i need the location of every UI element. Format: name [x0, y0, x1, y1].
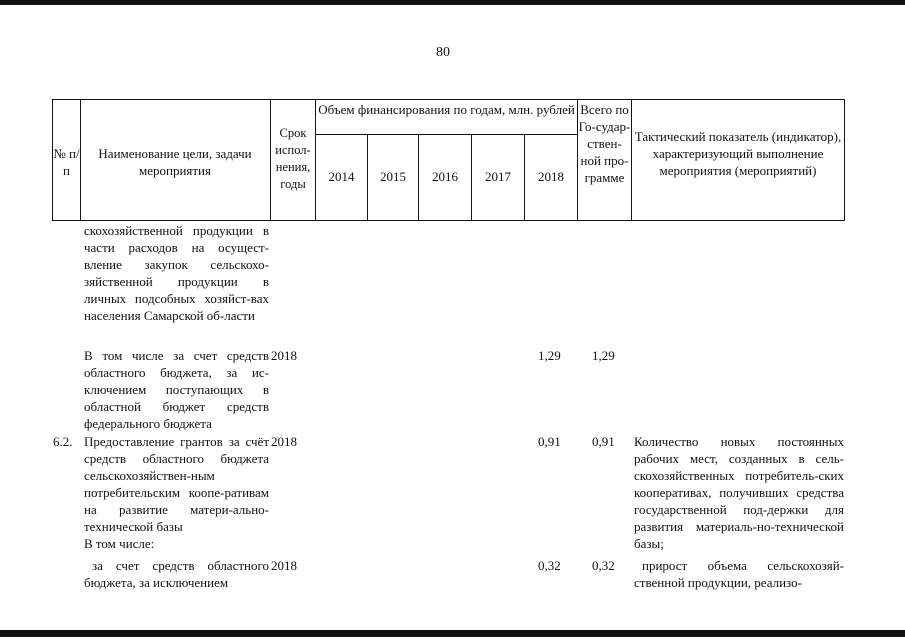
- top-border: [0, 0, 905, 5]
- header-bottom-line: [52, 220, 845, 221]
- row-2-name-extra: В том числе:: [84, 536, 155, 551]
- row-2-2018: 0,91: [538, 434, 561, 449]
- row-1-name: В том числе за счет средств областного бюджета, за ис-ключением поступающих в областной бюджет средств федерального бюджета: [84, 348, 269, 431]
- row-2-indicator: Количество новых постоянных рабочих мест, созданных в сель-скохозяйственных потребитель-ских кооперативах, получивших средства государственной под-держки для развития материаль-но-технической базы;: [634, 434, 844, 551]
- row-1-total: 1,29: [592, 348, 615, 363]
- row-2-name: Предоставление грантов за счёт средств областного бюджета сельскохозяйствен-ным потребительским коопе-ративам на развитие матери-ально-технической базы: [84, 434, 269, 534]
- col-line-11: [844, 99, 845, 221]
- header-year-2018: 2018: [538, 169, 564, 184]
- col-line-2: [80, 99, 81, 221]
- row-3-name: за счет средств областного бюджета, за исключением: [84, 558, 269, 590]
- bottom-border: [0, 630, 905, 637]
- header-name: Наименование цели, задачи мероприятия: [98, 146, 252, 178]
- header-indicator: Тактический показатель (индикатор), характеризующий выполнение мероприятия (мероприятий): [634, 129, 842, 178]
- row-0-name: скохозяйственной продукции в части расходов на осущест-вление закупок сельскохо-зяйственной продукции в личных подсобных хозяйст-вах населения Самарской об-ласти: [84, 223, 269, 323]
- row-3-2018: 0,32: [538, 558, 561, 573]
- header-year-2015: 2015: [380, 169, 406, 184]
- row-2-total: 0,91: [592, 434, 615, 449]
- header-num: № п/п: [53, 146, 80, 178]
- row-2-num: 6.2.: [53, 434, 73, 449]
- col-line-10: [631, 99, 632, 221]
- years-divider-line: [315, 134, 577, 135]
- row-2-term: 2018: [271, 434, 297, 449]
- row-1-2018: 1,29: [538, 348, 561, 363]
- header-top-line: [52, 99, 845, 100]
- row-3-indicator: прирост объема сельскохозяй-ственной продукции, реализо-: [634, 558, 844, 590]
- header-year-2014: 2014: [328, 169, 355, 184]
- row-3-total: 0,32: [592, 558, 615, 573]
- header-funding: Объем финансирования по годам, млн. рублей: [318, 102, 575, 117]
- row-3-term: 2018: [271, 558, 297, 573]
- header-year-2016: 2016: [432, 169, 458, 184]
- row-1-term: 2018: [271, 348, 297, 363]
- header-total: Всего по Го-судар-ствен-ной про-грамме: [578, 102, 631, 185]
- header-term: Срок испол-нения, годы: [275, 126, 311, 191]
- page-number: 80: [436, 45, 450, 60]
- header-year-2017: 2017: [485, 169, 511, 184]
